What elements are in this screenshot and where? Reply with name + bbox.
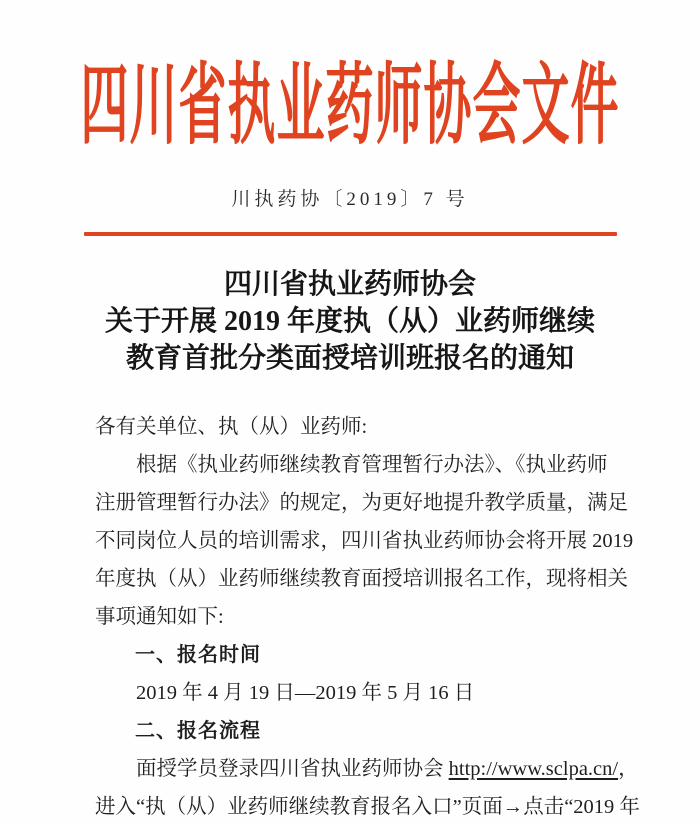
body-line	[95, 750, 639, 788]
body-section-heading: 一、报名时间	[135, 644, 261, 666]
red-divider-line	[84, 232, 617, 236]
body-line: 注册管理暂行办法》的规定，为更好地提升教学质量，满足	[95, 492, 628, 514]
body-text-segment: ，	[618, 758, 639, 780]
document-number: 川执药协〔2019〕7 号	[231, 189, 469, 210]
notice-title-line-1: 四川省执业药师协会	[223, 269, 476, 300]
body-line: 年度执（从）业药师继续教育面授培训报名工作，现将相关	[95, 568, 628, 590]
notice-title-line-2: 关于开展 2019 年度执（从）业药师继续	[104, 306, 595, 337]
notice-title	[0, 266, 700, 377]
notice-title-line-3: 教育首批分类面授培训班报名的通知	[125, 343, 574, 374]
red-letterhead	[0, 46, 700, 156]
body-text-segment: 面授学员登录四川省执业药师协会	[136, 758, 449, 780]
letterhead-title: 四川省执业药师协会文件	[80, 57, 620, 156]
notice-body	[0, 408, 700, 824]
body-line: 2019 年 4 月 19 日—2019 年 5 月 16 日	[136, 682, 475, 704]
body-line: 不同岗位人员的培训需求，四川省执业药师协会将开展 2019	[95, 530, 634, 552]
body-line: 根据《执业药师继续教育管理暂行办法》、《执业药师	[136, 454, 608, 476]
body-line: 事项通知如下:	[95, 606, 224, 628]
website-link[interactable]: http://www.sclpa.cn/	[448, 758, 619, 780]
body-section-heading: 二、报名流程	[135, 720, 261, 742]
body-line: 各有关单位、执（从）业药师:	[95, 416, 368, 438]
body-line: 进入“执（从）业药师继续教育报名入口”页面→点击“2019 年	[95, 796, 640, 818]
